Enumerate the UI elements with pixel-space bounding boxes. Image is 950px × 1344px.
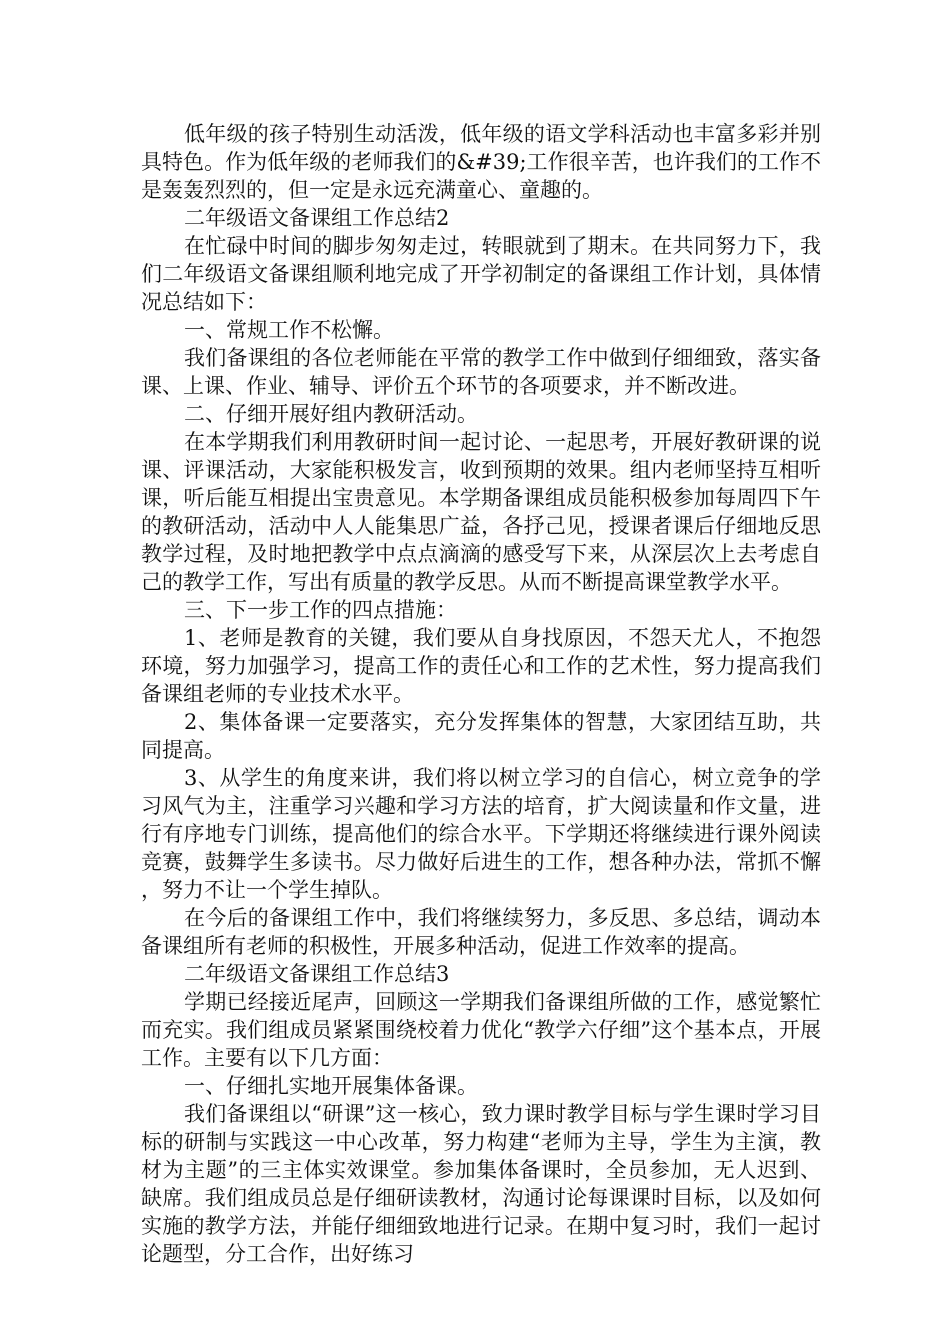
paragraph: 我们备课组的各位老师能在平常的教学工作中做到仔细细致，落实备课、上课、作业、辅导、评价五个环节的各项要求，并不断改进。 [141,346,821,398]
paragraph: 在忙碌中时间的脚步匆匆走过，转眼就到了期末。在共同努力下，我们二年级语文备课组顺利地完成了开学初制定的备课组工作计划，具体情况总结如下： [141,234,821,314]
list-item: 2、集体备课一定要落实，充分发挥集体的智慧，大家团结互助，共同提高。 [141,710,821,762]
subheading: 一、常规工作不松懈。 [184,318,394,342]
subheading: 三、下一步工作的四点措施： [184,598,457,622]
subheading: 一、仔细扎实地开展集体备课。 [184,1074,478,1098]
paragraph: 在今后的备课组工作中，我们将继续努力，多反思、多总结，调动本备课组所有老师的积极性，开展多种活动，促进工作效率的提高。 [141,906,821,958]
section-title-3: 二年级语文备课组工作总结3 [184,962,450,986]
paragraph: 在本学期我们利用教研时间一起讨论、一起思考，开展好教研课的说课、评课活动，大家能积极发言，收到预期的效果。组内老师坚持互相听课，听后能互相提出宝贵意见。本学期备课组成员能积极参加每周四下午的教研活动，活动中人人能集思广益，各抒己见，授课者课后仔细地反思教学过程，及时地把教学中点点滴滴的感受写下来，从深层次上去考虑自己的教学工作，写出有质量的教学反思。从而不断提高课堂教学水平。 [141,430,821,594]
list-item: 1、老师是教育的关键，我们要从自身找原因，不怨天尤人，不抱怨环境，努力加强学习，提高工作的责任心和工作的艺术性，努力提高我们备课组老师的专业技术水平。 [141,626,821,706]
subheading: 二、仔细开展好组内教研活动。 [184,402,478,426]
paragraph-intro: 低年级的孩子特别生动活泼，低年级的语文学科活动也丰富多彩并别具特色。作为低年级的老师我们的&#39;工作很辛苦，也许我们的工作不是轰轰烈烈的，但一定是永远充满童心、童趣的。 [141,122,821,202]
section-title-2: 二年级语文备课组工作总结2 [184,206,450,230]
paragraph: 我们备课组以“研课”这一核心，致力课时教学目标与学生课时学习目标的研制与实践这一中心改革，努力构建“老师为主导，学生为主演，教材为主题”的三主体实效课堂。参加集体备课时，全员参加，无人迟到、缺席。我们组成员总是仔细研读教材，沟通讨论每课课时目标，以及如何实施的教学方法，并能仔细细致地进行记录。在期中复习时，我们一起讨论题型，分工合作，出好练习 [141,1102,821,1266]
list-item: 3、从学生的角度来讲，我们将以树立学习的自信心，树立竞争的学习风气为主，注重学习兴趣和学习方法的培育，扩大阅读量和作文量，进行有序地专门训练，提高他们的综合水平。下学期还将继续进行课外阅读竞赛，鼓舞学生多读书。尽力做好后进生的工作，想各种办法，常抓不懈，努力不让一个学生掉队。 [141,766,821,902]
paragraph: 学期已经接近尾声，回顾这一学期我们备课组所做的工作，感觉繁忙而充实。我们组成员紧紧围绕校着力优化“教学六仔细”这个基本点，开展工作。主要有以下几方面： [141,990,821,1070]
document-body [141,120,821,1268]
